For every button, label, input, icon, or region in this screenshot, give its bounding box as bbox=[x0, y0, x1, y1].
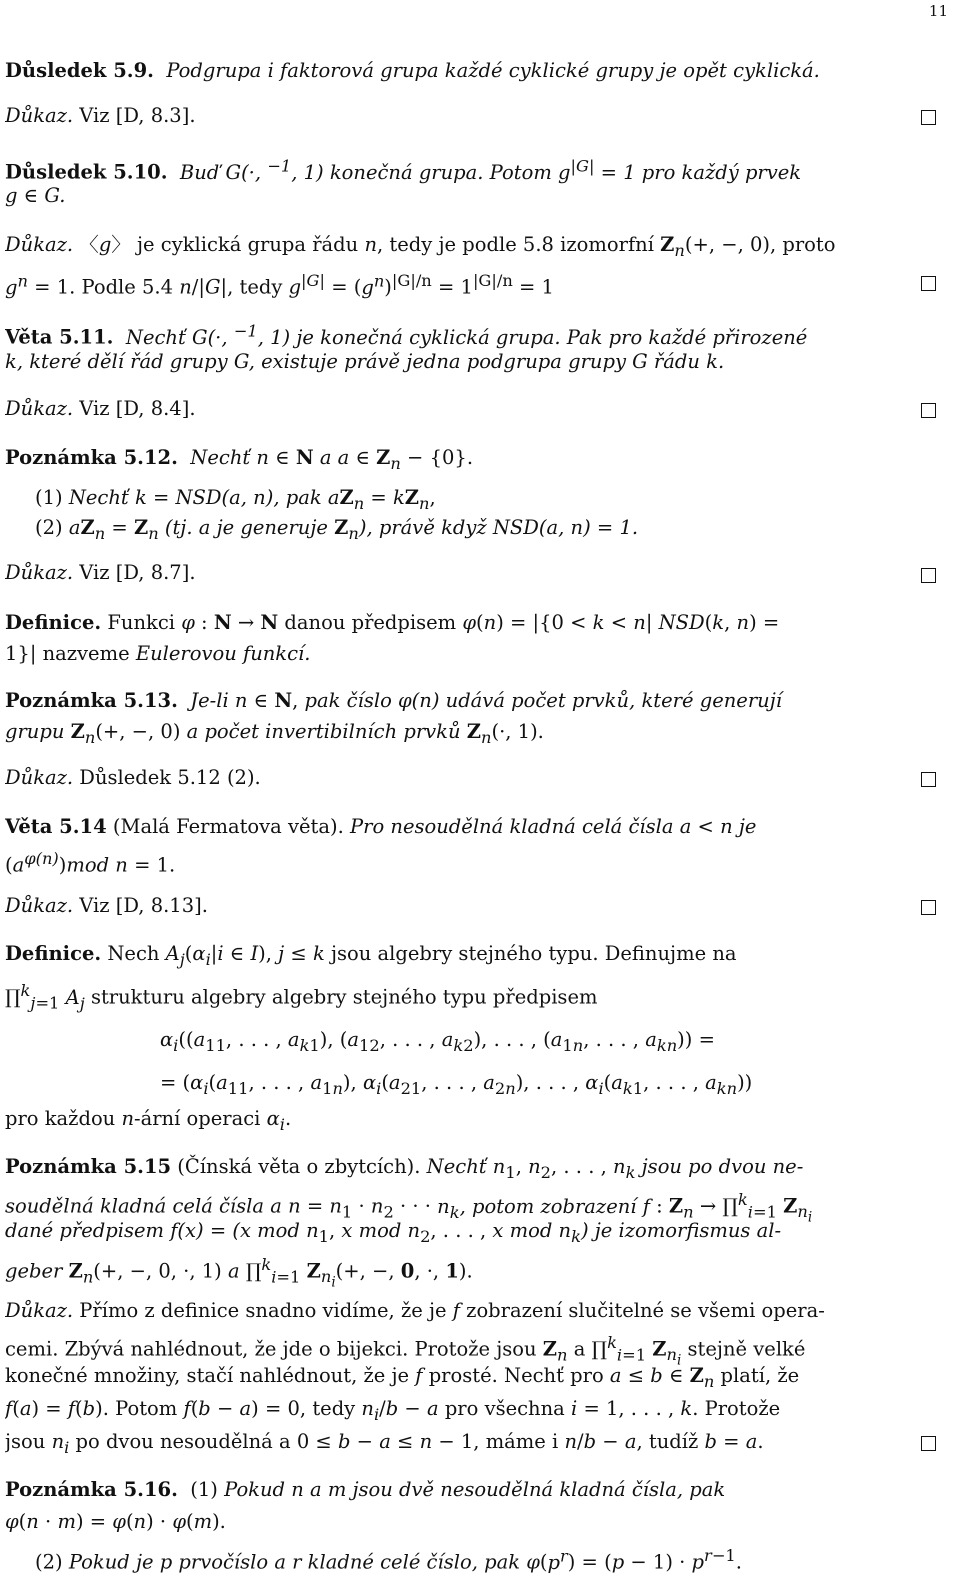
proof-5-11: Důkaz. Viz [D, 8.4]. bbox=[5, 397, 196, 420]
qed-square bbox=[921, 403, 936, 418]
proof-5-15-line-4: f(a) = f(b). Potom f(b − a) = 0, tedy $n_i/b - a$ pro všechna i = 1, . . . , k. Protože bbox=[5, 1397, 781, 1424]
proof-5-9: Důkaz. Viz [D, 8.3]. bbox=[5, 104, 196, 127]
theorem-5-11-line-1: Věta 5.11. Nechť G(·, $^{-1}$, 1) je konečná cyklická grupa. Pak pro každé přirozené bbox=[5, 321, 808, 349]
remark-5-13-line-1: Poznámka 5.13. Je-li n ∈ N, pak číslo φ(n) udává počet prvků, které generují bbox=[5, 689, 782, 712]
definition-euler-line-1: Definice. Funkci φ : N → N danou předpisem φ(n) = |{0 < k < n| NSD(k, n) = bbox=[5, 611, 780, 634]
proof-5-15-line-3: konečné množiny, stačí nahlédnout, že je f prosté. Nechť pro a ≤ b ∈ $Z_n$ platí, že bbox=[5, 1364, 800, 1391]
remark-5-12-item-1: (1) Nechť k = NSD(a, n), pak $aZ_n = kZ_n$, bbox=[35, 486, 436, 513]
proof-5-10-line-1: Důkaz. 〈g〉 je cyklická grupa řádu n, tedy je podle 5.8 izomorfní $Z_n(+$, −, 0), proto bbox=[5, 233, 836, 260]
remark-5-15-line-4: geber $Z_n(+$, −, 0, ·, 1) a ∏$^k_{i=1}$ $Z_{n_i}(+$, −, 0, ·, 1). bbox=[5, 1255, 473, 1291]
qed-square bbox=[921, 568, 936, 583]
proof-5-12: Důkaz. Viz [D, 8.7]. bbox=[5, 561, 196, 584]
qed-square bbox=[921, 772, 936, 787]
qed-square bbox=[921, 1436, 936, 1451]
remark-5-15-line-2: soudělná kladná celá čísla a $n = n_1 \cdot n_2$ · · · $n_k$, potom zobrazení f : $Z_n$ → ∏$^k_{i=1}$ $Z_{n_i}$ bbox=[5, 1190, 813, 1226]
proof-5-10-line-2: $g^n = 1$. Podle 5.4 n/|G|, tedy $g^{|G|} = (g^n)^{|G|/n} = 1^{|G|/n} = 1$ bbox=[5, 271, 554, 299]
equation-line-2: = ($\alpha_i(a_{11}$, . . . , $a_{1n}$), $\alpha_i(a_{21}$, . . . , $a_{2n}$), . . . , $\alpha_i(a_{k1}$, . . . , $a_{kn}$)) bbox=[160, 1071, 753, 1098]
remark-5-15-line-3: dané předpisem f(x) = (x mod $n_1$, x mod $n_2$, . . . , x mod $n_k$) je izomorfismus al- bbox=[5, 1219, 782, 1246]
theorem-5-14-line-2: $(a^{\varphi(n)})mod$ n = 1. bbox=[5, 849, 176, 877]
remark-5-13-line-2: grupu $Z_n(+$, −, 0) a počet invertibilních prvků $Z_n(\cdot$, 1). bbox=[5, 720, 544, 747]
remark-5-12: Poznámka 5.12. Nechť n ∈ N a a ∈ $Z_n - \{0\}$. bbox=[5, 446, 474, 473]
qed-square bbox=[921, 900, 936, 915]
proof-5-14: Důkaz. Viz [D, 8.13]. bbox=[5, 894, 208, 917]
theorem-5-11-line-2: k, které dělí řád grupy G, existuje právě jedna podgrupa grupy G řádu k. bbox=[5, 350, 725, 373]
theorem-5-14-line-1: Věta 5.14 (Malá Fermatova věta). Pro nesoudělná kladná celá čísla a < n je bbox=[5, 815, 757, 838]
remark-5-16-line-3: (2) Pokud je p prvočíslo a r kladné celé číslo, pak $\varphi(p^r) = (p - 1) \cdot p^{r-1}$. bbox=[35, 1546, 742, 1574]
equation-line-1: $\alpha_i((a_{11}$, . . . , $a_{k1}$), ($a_{12}$, . . . , $a_{k2}$), . . . , ($a_{1n}$, . . . , $a_{kn}$)) = bbox=[160, 1028, 715, 1055]
proof-5-15-line-1: Důkaz. Přímo z definice snadno vidíme, že je f zobrazení slučitelné se všemi opera- bbox=[5, 1299, 825, 1322]
corollary-5-9: Důsledek 5.9. Podgrupa i faktorová grupa každé cyklické grupy je opět cyklická. bbox=[5, 59, 820, 82]
page-number: 11 bbox=[928, 2, 948, 20]
qed-square bbox=[921, 276, 936, 291]
proof-5-15-line-2: cemi. Zbývá nahlédnout, že jde o bijekci. Protože jsou $Z_n$ a ∏$^k_{i=1}$ $Z_{n_i}$ stejně velké bbox=[5, 1333, 806, 1369]
remark-5-16-line-1: Poznámka 5.16. (1) Pokud n a m jsou dvě nesoudělná kladná čísla, pak bbox=[5, 1478, 726, 1501]
qed-square bbox=[921, 110, 936, 125]
proof-5-13: Důkaz. Důsledek 5.12 (2). bbox=[5, 766, 261, 789]
definition-product-line-2: ∏$^k_{j=1}$ $A_j$ strukturu algebry algebry stejného typu předpisem bbox=[5, 981, 598, 1013]
remark-5-12-item-2: (2) $aZ_n = Z_n$ (tj. a je generuje $Z_n$), právě když NSD(a, n) = 1. bbox=[35, 516, 639, 543]
definition-euler-line-2: 1}| nazveme Eulerovou funkcí. bbox=[5, 642, 311, 665]
remark-5-15-line-1: Poznámka 5.15 (Čínská věta o zbytcích). Nechť $n_1$, $n_2$, . . . , $n_k$ jsou po dvou ne- bbox=[5, 1155, 804, 1182]
definition-product-line-3: pro každou n-ární operaci $\alpha_i$. bbox=[5, 1107, 292, 1134]
proof-5-15-line-5: jsou $n_i$ po dvou nesoudělná a 0 ≤ b − a ≤ n − 1, máme i n/b − a, tudíž b = a. bbox=[5, 1430, 764, 1457]
corollary-5-10-line-2: g ∈ G. bbox=[5, 184, 66, 207]
corollary-5-10-line-1: Důsledek 5.10. Buď G(·, $^{-1}$, 1) konečná grupa. Potom $g^{|G|} = 1$ pro každý prvek bbox=[5, 156, 802, 184]
remark-5-16-line-2: φ(n · m) = φ(n) · φ(m). bbox=[5, 1510, 226, 1533]
definition-product-line-1: Definice. Nech $A_j(\alpha_i|i$ ∈ I), j ≤ k jsou algebry stejného typu. Definujme na bbox=[5, 942, 737, 969]
